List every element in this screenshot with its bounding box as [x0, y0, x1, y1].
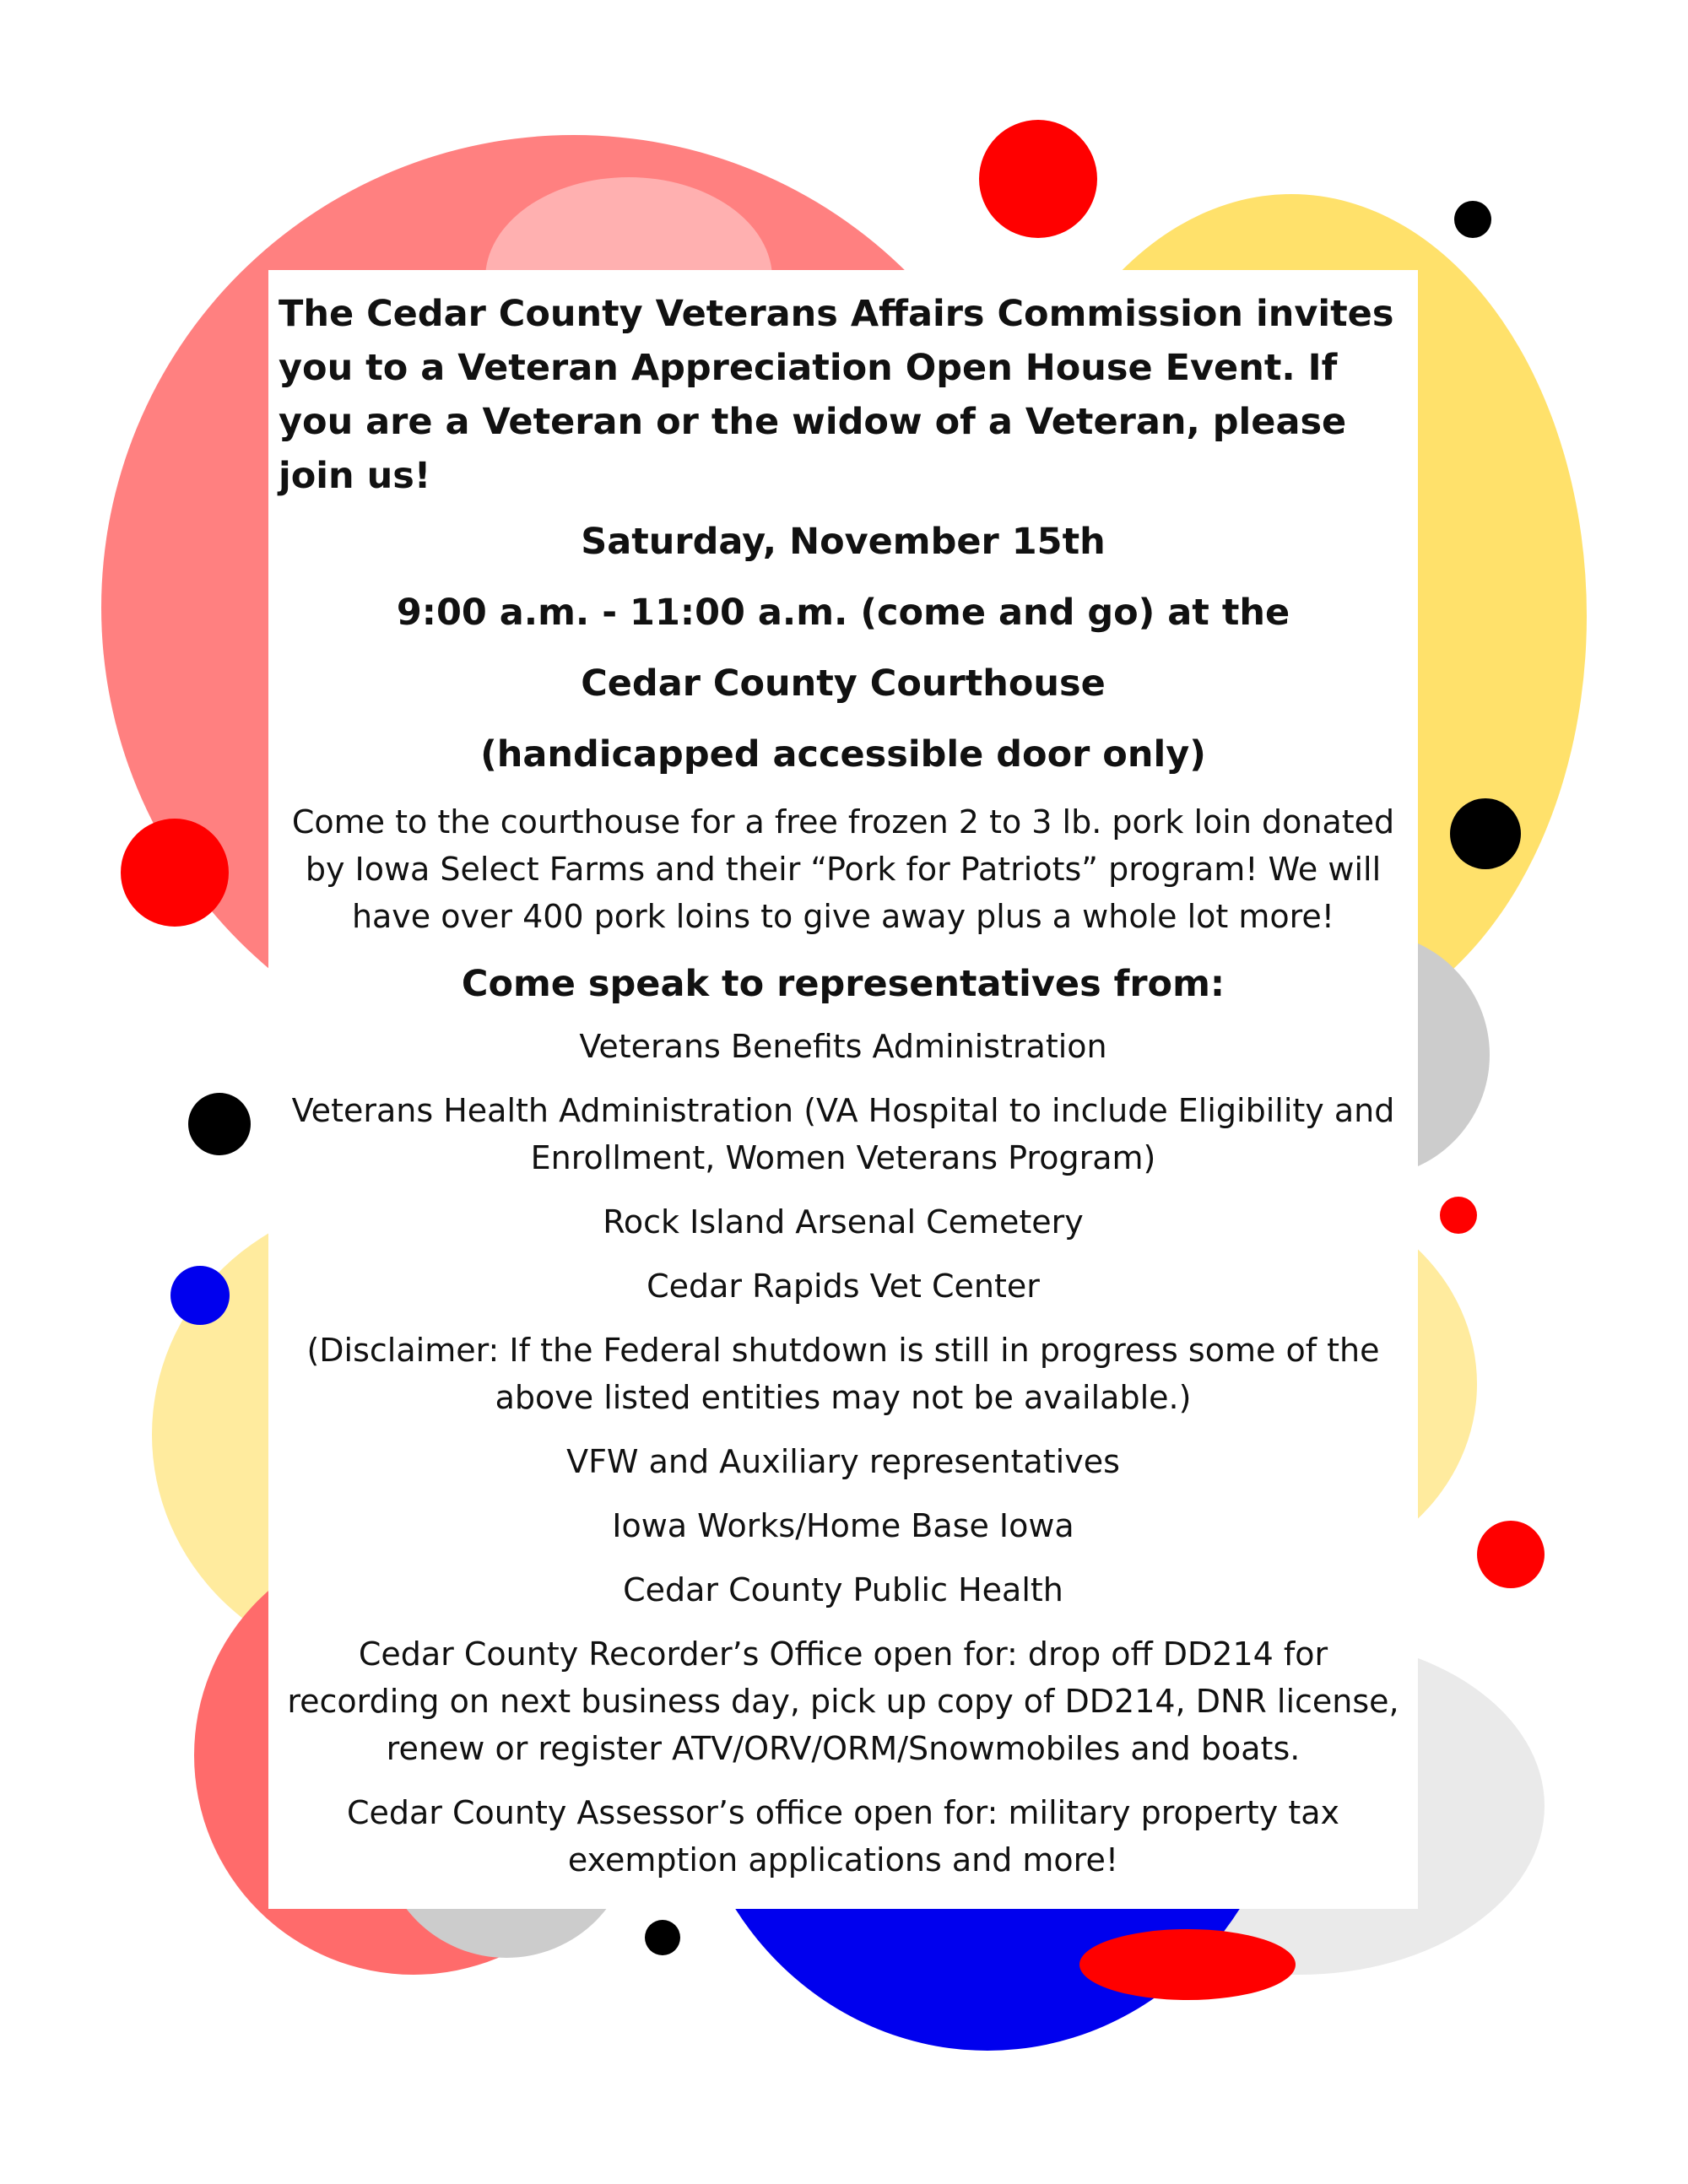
- list-item: Veterans Health Administration (VA Hospital to include Eligibility and Enrollment, Women Veterans Program): [291, 1092, 1395, 1176]
- blue-dot-left: [170, 1266, 230, 1325]
- list-item: Cedar County Recorder’s Office open for: drop off DD214 for recording on next business day, pick up copy of DD214, DNR license, renew or register ATV/ORV/ORM/Snowmobiles and boats.: [287, 1635, 1399, 1767]
- red-ellipse-bottom: [1079, 1929, 1296, 2000]
- black-dot-top-right: [1454, 201, 1491, 238]
- representatives-list: [279, 1023, 1408, 1884]
- disclaimer: (Disclaimer: If the Federal shutdown is still in progress some of the above listed entities may not be available.): [306, 1332, 1380, 1416]
- list-item: Cedar County Public Health: [623, 1571, 1063, 1608]
- pork-loin-paragraph: Come to the courthouse for a free frozen 2 to 3 lb. pork loin donated by Iowa Select Farms and their “Pork for Patriots” program! We will have over 400 pork loins to give away plus a whole lot more!: [291, 803, 1395, 935]
- list-item: Veterans Benefits Administration: [579, 1028, 1107, 1065]
- list-item: Rock Island Arsenal Cemetery: [603, 1203, 1084, 1241]
- event-time: 9:00 a.m. - 11:00 a.m. (come and go) at the: [396, 592, 1290, 634]
- access-note: (handicapped accessible door only): [480, 733, 1206, 776]
- red-dot-left: [121, 819, 229, 927]
- intro-paragraph: The Cedar County Veterans Affairs Commission invites you to a Veteran Appreciation Open House Event. If you are a Veteran or the widow of a Veteran, please join us!: [279, 293, 1394, 497]
- event-date: Saturday, November 15th: [581, 521, 1106, 563]
- red-dot-top: [979, 120, 1097, 238]
- black-dot-left: [188, 1093, 251, 1155]
- list-item: Cedar County Assessor’s office open for: military property tax exemption applications and more!: [346, 1794, 1340, 1879]
- representatives-heading: Come speak to representatives from:: [461, 963, 1225, 1005]
- list-item: Cedar Rapids Vet Center: [647, 1268, 1040, 1305]
- red-dot-right: [1477, 1521, 1545, 1588]
- list-item: VFW and Auxiliary representatives: [566, 1443, 1120, 1480]
- black-dot-right: [1450, 798, 1521, 869]
- black-dot-bottom: [645, 1920, 680, 1955]
- red-dot-small-right: [1440, 1197, 1477, 1234]
- list-item: Iowa Works/Home Base Iowa: [612, 1507, 1074, 1544]
- event-location: Cedar County Courthouse: [581, 662, 1106, 705]
- flyer-card: [268, 270, 1418, 1909]
